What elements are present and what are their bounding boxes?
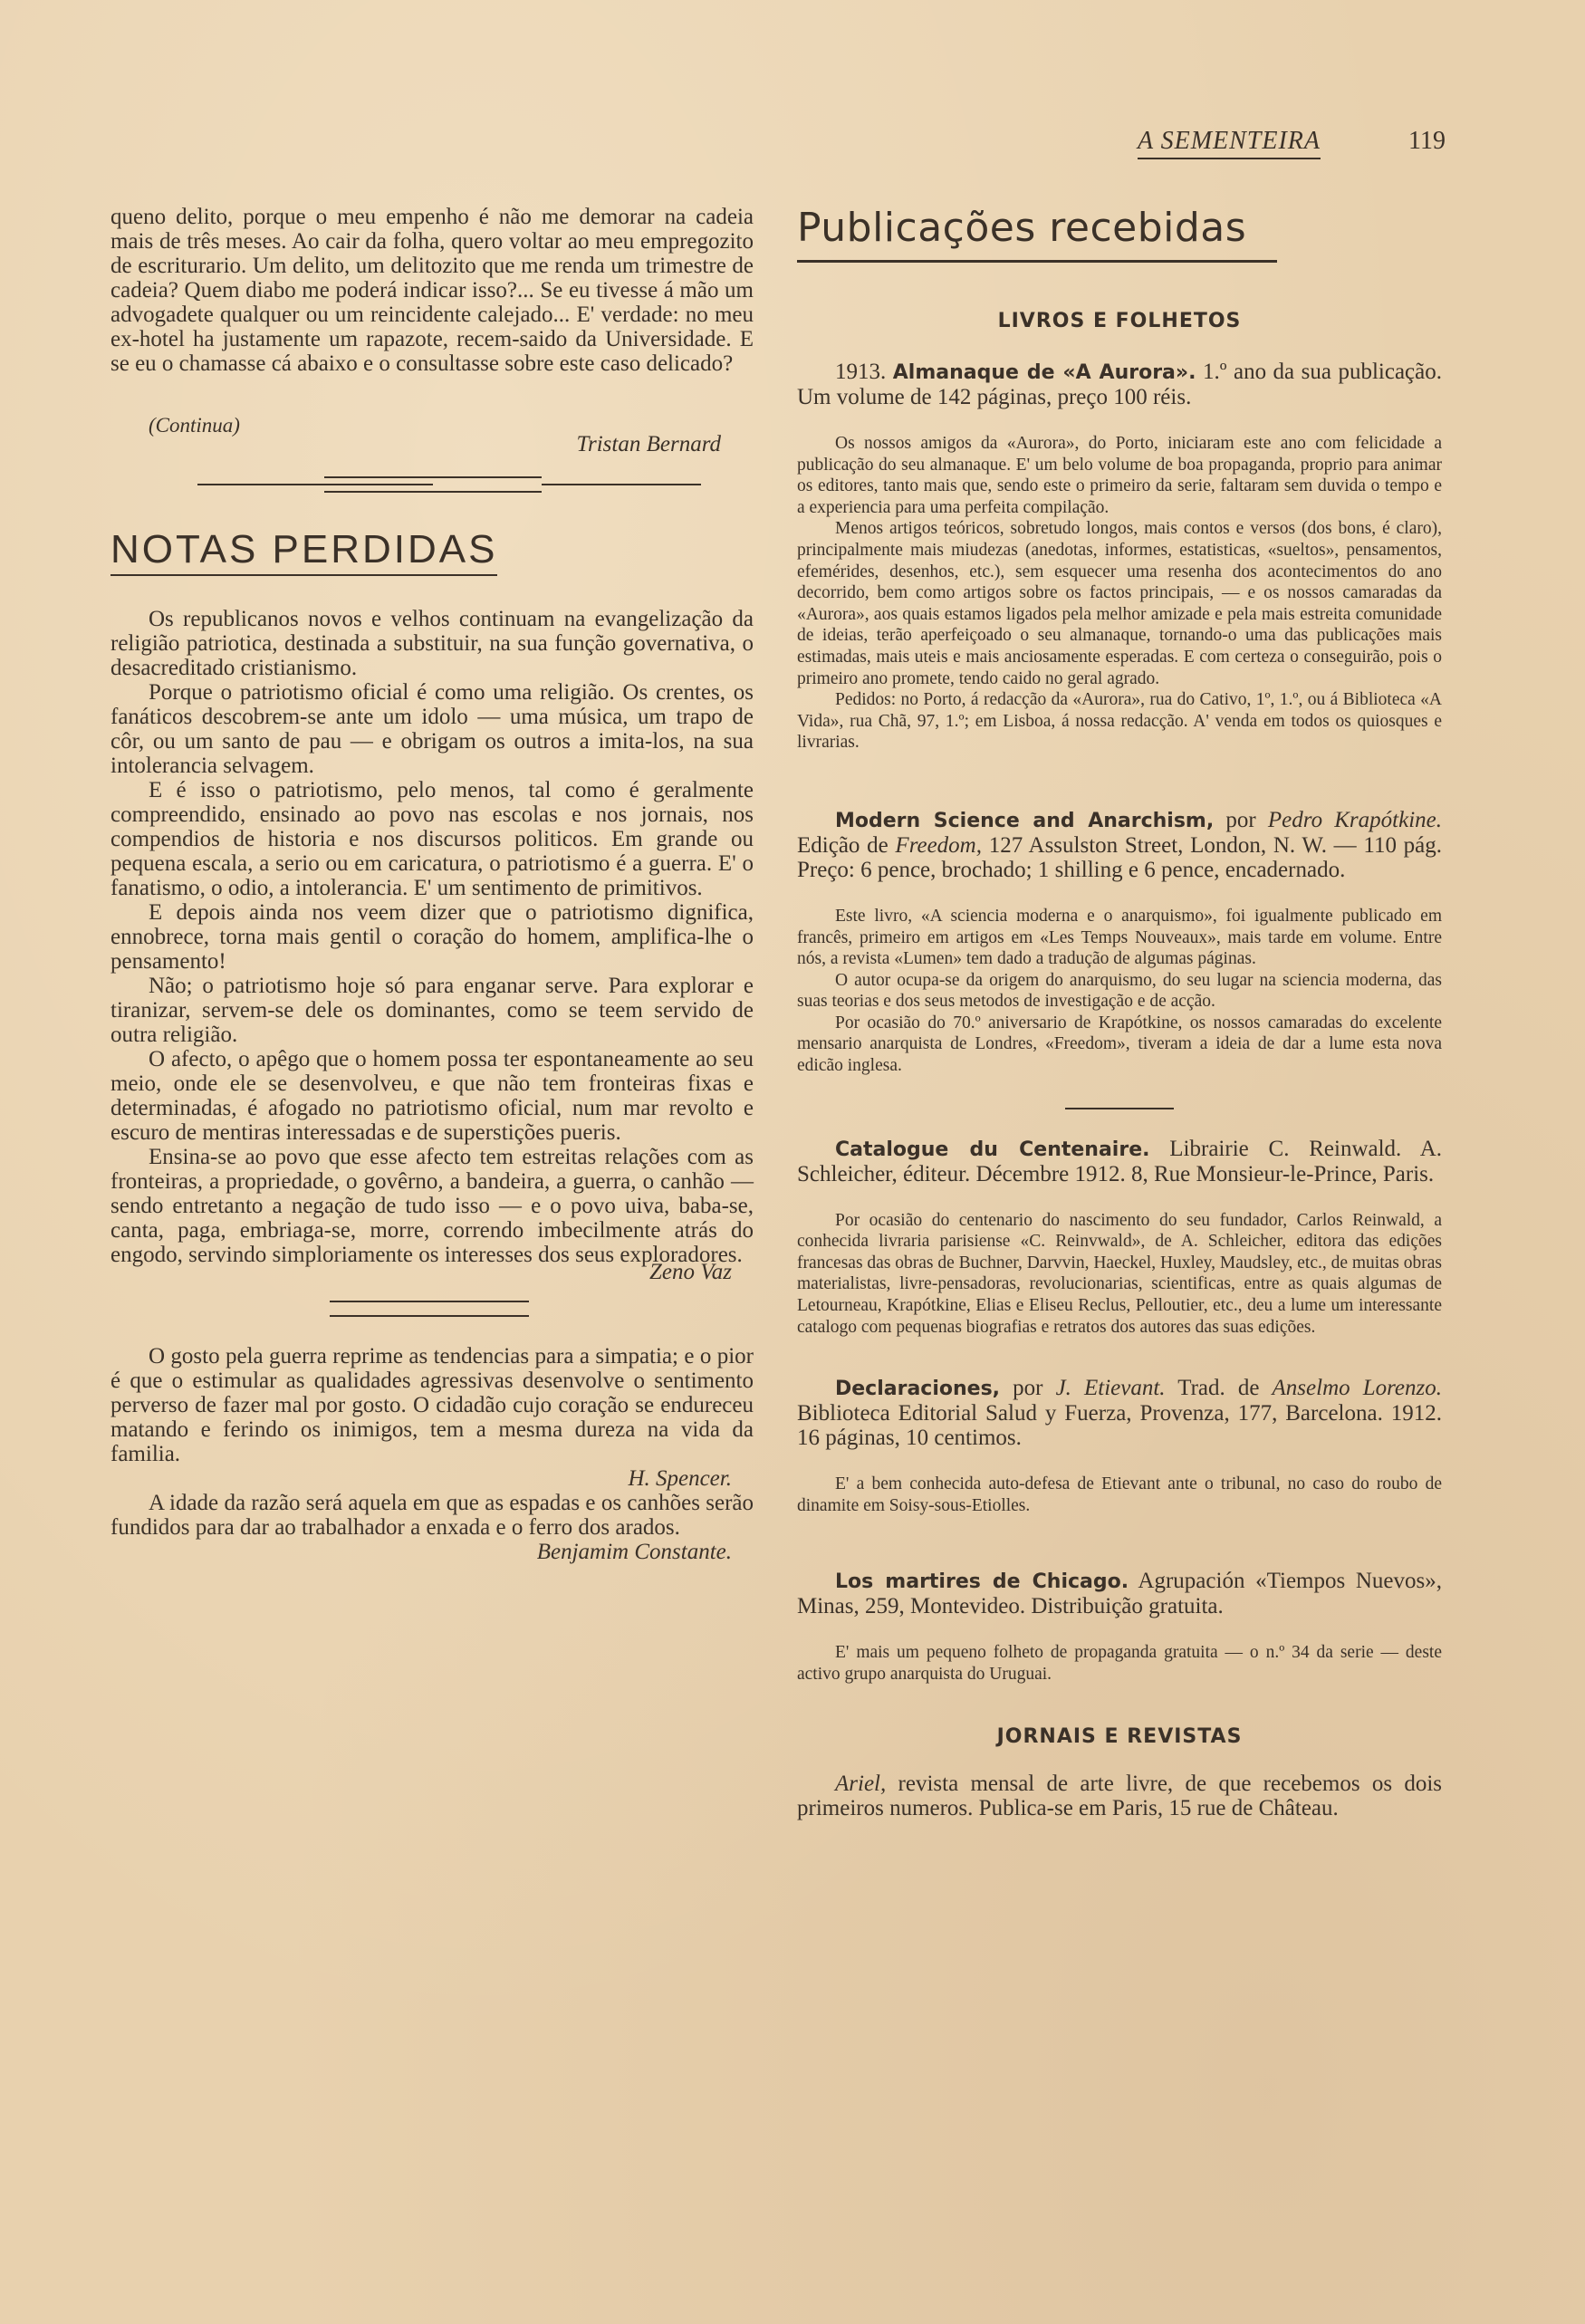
- kropotkin-text-a: Edição de: [797, 832, 889, 858]
- notas-paragraph: Os republicanos novos e velhos continuam na evangelização da religião patriotica, destinada a substituir, na sua função governativa, o desacreditado cristianismo.: [110, 607, 754, 680]
- notas-paragraph: E é isso o patriotismo, pelo menos, tal como é geralmente compreendido, ensinado ao povo nas escolas e nos jornais, nos compendios de historia e nos discursos politicos. Em grande ou pequena escala, a serio ou em caricatura, o patriotismo é a guerra. E' o fanatismo, o odio, a intolerancia. E' um sentimento de primitivos.: [110, 778, 754, 900]
- declaraciones-text-b: Biblioteca Editorial Salud y Fuerza, Provenza, 177, Barcelona. 1912. 16 páginas, 10 centimos.: [797, 1401, 1442, 1451]
- right-column: [797, 205, 1442, 1820]
- constant-quote: A idade da razão será aquela em que as espadas e os canhões serão fundidos para dar ao trabalhador a enxada e o ferro dos arados.: [110, 1491, 754, 1540]
- notas-paragraph: E depois ainda nos veem dizer que o patriotismo dignifica, ennobrece, torna mais gentil o coração do homem, amplifica-lhe o pensamento!: [110, 900, 754, 974]
- by-word: por: [1225, 807, 1256, 832]
- publicacoes-heading: Publicações recebidas: [797, 205, 1277, 263]
- kropotkin-text-b: 127 Assulston Street, London, N. W. — 110 pág. Preço: 6 pence, brochado; 1 shilling e 6 pence, encadernado.: [797, 832, 1442, 882]
- ornamental-divider: [110, 1297, 754, 1324]
- page-header: [1138, 127, 1446, 159]
- declaraciones-title: Declaraciones,: [835, 1378, 1001, 1401]
- chicago-text: Agrupación «Tiempos Nuevos», Minas, 259, Montevideo. Distribuição gratuita.: [797, 1569, 1443, 1619]
- subhead-livros: LIVROS E FOLHETOS: [997, 310, 1242, 332]
- catalogue-text: Librairie C. Reinwald. A. Schleicher, éditeur. Décembre 1912. 8, Rue Monsieur-le-Prince, Paris.: [797, 1136, 1442, 1186]
- notas-paragraph: Porque o patriotismo oficial é como uma religião. Os crentes, os fanáticos descobrem-se ante um idolo — uma música, um trapo de côr, ou um santo de pau — e obrigam os outros a imita-los, na sua intolerancia selvagem.: [110, 680, 754, 778]
- signature-constant: Benjamim Constante.: [536, 1540, 732, 1564]
- signature-spencer: H. Spencer.: [628, 1466, 732, 1491]
- section-rule: [1065, 1108, 1174, 1109]
- signature-tristan-bernard: Tristan Bernard: [576, 432, 721, 456]
- left-column: [110, 205, 754, 1564]
- subhead-jornais: JORNAIS E REVISTAS: [996, 1724, 1243, 1748]
- ariel-name: Ariel,: [835, 1771, 887, 1796]
- page-number: 119: [1408, 127, 1446, 155]
- spencer-quote: O gosto pela guerra reprime as tendencias para a simpatia; e o pior é que o estimular as qualidades agressivas desenvolve o sentimento perverso de fazer mal por gosto. O cidadão cujo coração se endureceu matando e ferindo os inimigos, tem a mesma dureza na vida da familia.: [110, 1344, 754, 1466]
- catalogue-title: Catalogue du Centenaire.: [835, 1138, 1150, 1161]
- declaraciones-author: J. Etievant.: [1055, 1376, 1166, 1401]
- signature-zeno-vaz: Zeno Vaz: [649, 1260, 732, 1284]
- kropotkin-title: Modern Science and Anarchism,: [835, 809, 1215, 832]
- chicago-review: E' mais um pequeno folheto de propaganda gratuita — o n.º 34 da serie — deste activo grupo anarquista do Uruguai.: [797, 1643, 1442, 1684]
- aurora-title: Almanaque de «A Aurora».: [892, 361, 1196, 384]
- declaraciones-text-a: Trad. de: [1177, 1376, 1260, 1401]
- aurora-text: 1.º ano da sua publicação. Um volume de 142 páginas, preço 100 réis.: [797, 360, 1443, 409]
- ariel-entry: [797, 1772, 1442, 1820]
- declaraciones-translator: Anselmo Lorenzo.: [1272, 1376, 1442, 1401]
- catalogue-review: Por ocasião do centenario do nascimento do seu fundador, Carlos Reinwald, a conhecida livraria parisiense «C. Reinvwald», de A. Schleicher, editora das edições francesas das obras de Buchner, Darvvin, Haeckel, Huxley, Maudsley, etc., de muitas obras materialistas, livre-pensadoras, revolucionarias, scientificas, entre as quais algumas de Letourneau, Krapótkine, Elias e Eliseu Reclus, Pelloutier, etc., deu a lume um interessante catalogo com pequenas biografias e retratos dos autores das suas edições.: [797, 1210, 1442, 1337]
- notas-paragraph: Ensina-se ao povo que esse afecto tem estreitas relações com as fronteiras, a propriedade, o govêrno, a bandeira, a guerra, o canhão — sendo entretanto a negação de tudo isso — e o povo uiva, baba-se, canta, paga, embriaga-se, morre, correndo imbecilmente atrás do engodo, servindo simploriamente os interesses dos seus exploradores.: [110, 1145, 754, 1267]
- declaraciones-review: E' a bem conhecida auto-defesa de Etievant ante o tribunal, no caso do roubo de dinamite em Soisy-sous-Etiolles.: [797, 1474, 1442, 1515]
- review-paragraph: Os nossos amigos da «Aurora», do Porto, iniciaram este ano com felicidade a publicação do seu almanaque. E' um belo volume de boa propaganda, proprio para animar os editores, tanto mais que, sendo este o primeiro da serie, faltaram sem duvida o tempo e a experiencia para uma perfeita compilação.: [797, 434, 1442, 517]
- notas-perdidas-heading: NOTAS PERDIDAS: [110, 527, 497, 576]
- chicago-title: Los martires de Chicago.: [835, 1570, 1129, 1594]
- aurora-year: 1913.: [835, 360, 887, 384]
- review-paragraph: Este livro, «A sciencia moderna e o anarquismo», foi igualmente publicado em francês, primeiro em artigos em «Les Temps Nouveaux», mais tarde em volume. Entre nós, a revista «Lumen» tem dado a tradução de algumas páginas.: [797, 906, 1442, 969]
- continued-story-text: queno delito, porque o meu empenho é não me demorar na cadeia mais de três meses. Ao cair da folha, quero voltar ao meu empregozito de escriturario. Um delito, um delitozito que me renda um trimestre de cadeia? Quem diabo me poderá indicar isso?... Se eu tivesse á mão um advogadete qualquer ou um reincidente calejado... E' verdade: no meu ex-hotel ha justamente um rapazote, recem-saido da Universidade. E se eu o chamasse cá abaixo e o consultasse sobre este caso delicado?: [110, 205, 754, 376]
- review-paragraph: O autor ocupa-se da origem do anarquismo, do seu lugar na sciencia moderna, das suas teorias e dos seus metodos de investigação e de acção.: [797, 970, 1442, 1012]
- kropotkin-author: Pedro Krapótkine.: [1267, 807, 1442, 832]
- kropotkin-review: [797, 906, 1442, 1077]
- running-title: A SEMENTEIRA: [1138, 127, 1321, 159]
- notas-paragraph: Não; o patriotismo hoje só para enganar serve. Para explorar e tiranizar, servem-se dele os dominantes, como se teem servido de outra religião.: [110, 974, 754, 1047]
- review-paragraph: Por ocasião do 70.º aniversario de Krapótkine, os nossos camaradas do excelente mensario anarquista de Londres, «Freedom», tiveram a ideia de dar a lume esta nova edicão inglesa.: [797, 1013, 1442, 1076]
- notas-perdidas-body: [110, 607, 754, 1267]
- continua-label: (Continua): [149, 414, 240, 437]
- aurora-entry: [797, 360, 1442, 409]
- aurora-review: [797, 433, 1442, 754]
- ornamental-divider: [110, 473, 754, 500]
- review-paragraph: Menos artigos teóricos, sobretudo longos, mais contos e versos (dos bons, é claro), principalmente mais miudezas (anedotas, informes, estatisticas, «sueltos», pensamentos, efemérides, desenhos, etc.), sem esquecer uma resenha dos acontecimentos do ano decorrido, bem como artigos sobre os factos principais, — e os nossos camaradas da «Aurora», aos quais estamos ligados pela melhor amizade e pela mais estreita comunidade de ideias, terão aperfeiçoado o seu almanaque, tornando-o uma das publicações mais estimadas, mais uteis e mais anciosamente esperadas. E com certeza o conseguirão, pois o primeiro ano promete, tendo caido no geral agrado.: [797, 519, 1442, 688]
- review-paragraph: Pedidos: no Porto, á redacção da «Aurora», rua do Cativo, 1º, 1.º, ou á Biblioteca «A Vida», rua Chã, 97, 1.º; em Lisboa, á nossa redacção. A' venda em todos os quiosques e livrarias.: [797, 690, 1442, 753]
- notas-paragraph: O afecto, o apêgo que o homem possa ter espontaneamente ao seu meio, onde ele se desenvolveu, e que não tem fronteiras fixas e determinadas, é afogado no patriotismo oficial, num mar revolto e escuro de mentiras interessadas e de superstições pueris.: [110, 1047, 754, 1145]
- chicago-entry: [797, 1569, 1442, 1618]
- declaraciones-entry: [797, 1376, 1442, 1450]
- kropotkin-publisher: Freedom,: [895, 832, 982, 858]
- by-word: por: [1013, 1376, 1043, 1401]
- catalogue-entry: [797, 1137, 1442, 1186]
- kropotkin-entry: [797, 808, 1442, 882]
- ariel-text: revista mensal de arte livre, de que recebemos os dois primeiros numeros. Publica-se em Paris, 15 rue de Château.: [797, 1771, 1443, 1820]
